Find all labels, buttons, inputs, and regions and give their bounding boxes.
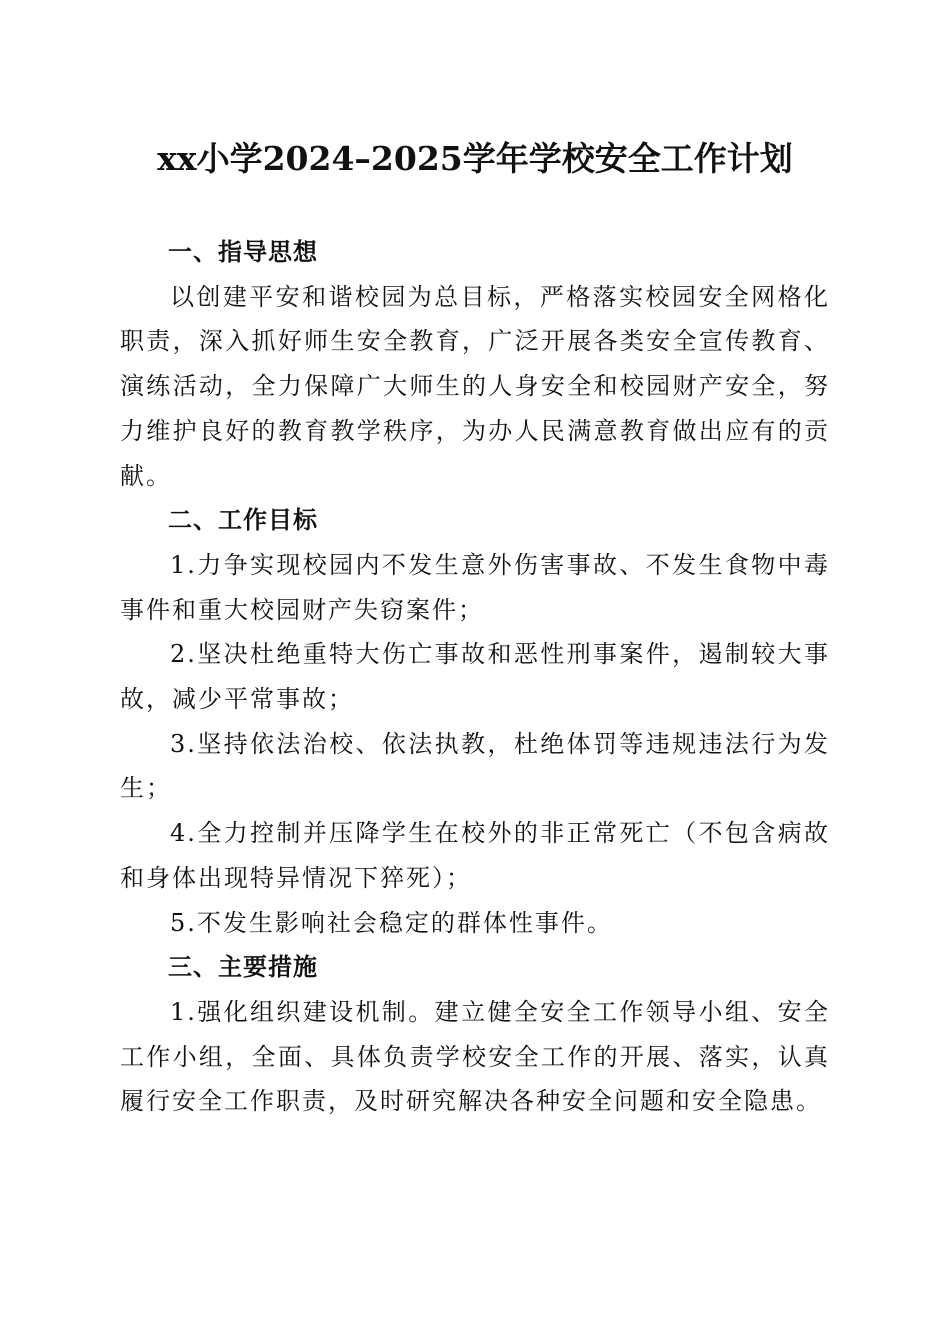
section-heading-work-goals: 二、工作目标 <box>168 506 318 535</box>
list-item: 2.坚决杜绝重特大伤亡事故和恶性刑事案件，遏制较大事故，减少平常事故； <box>120 640 830 714</box>
document-title: xx小学2024–2025学年学校安全工作计划 <box>157 139 793 178</box>
paragraph: 以创建平安和谐校园为总目标，严格落实校园安全网格化职责，深入抓好师生安全教育，广泛开展各类安全宣传教育、演练活动，全力保障广大师生的人身安全和校园财产安全，努力维护良好的教育教学秩序，为办人民满意教育做出应有的贡献。 <box>120 282 830 490</box>
list-item: 1.强化组织建设机制。建立健全安全工作领导小组、安全工作小组，全面、具体负责学校安全工作的开展、落实，认真履行安全工作职责，及时研究解决各种安全问题和安全隐患。 <box>120 997 830 1116</box>
section-heading-guiding-ideology: 一、指导思想 <box>168 238 318 266</box>
list-item: 5.不发生影响社会稳定的群体性事件。 <box>170 908 613 937</box>
list-item: 4.全力控制并压降学生在校外的非正常死亡（不包含病故和身体出现特异情况下猝死）； <box>120 819 830 892</box>
section-heading-main-measures: 三、主要措施 <box>168 953 318 982</box>
list-item: 1.力争实现校园内不发生意外伤害事故、不发生食物中毒事件和重大校园财产失窃案件； <box>120 550 830 624</box>
list-item: 3.坚持依法治校、依法执教，杜绝体罚等违规违法行为发生； <box>120 729 830 803</box>
document-body <box>120 230 830 1124</box>
